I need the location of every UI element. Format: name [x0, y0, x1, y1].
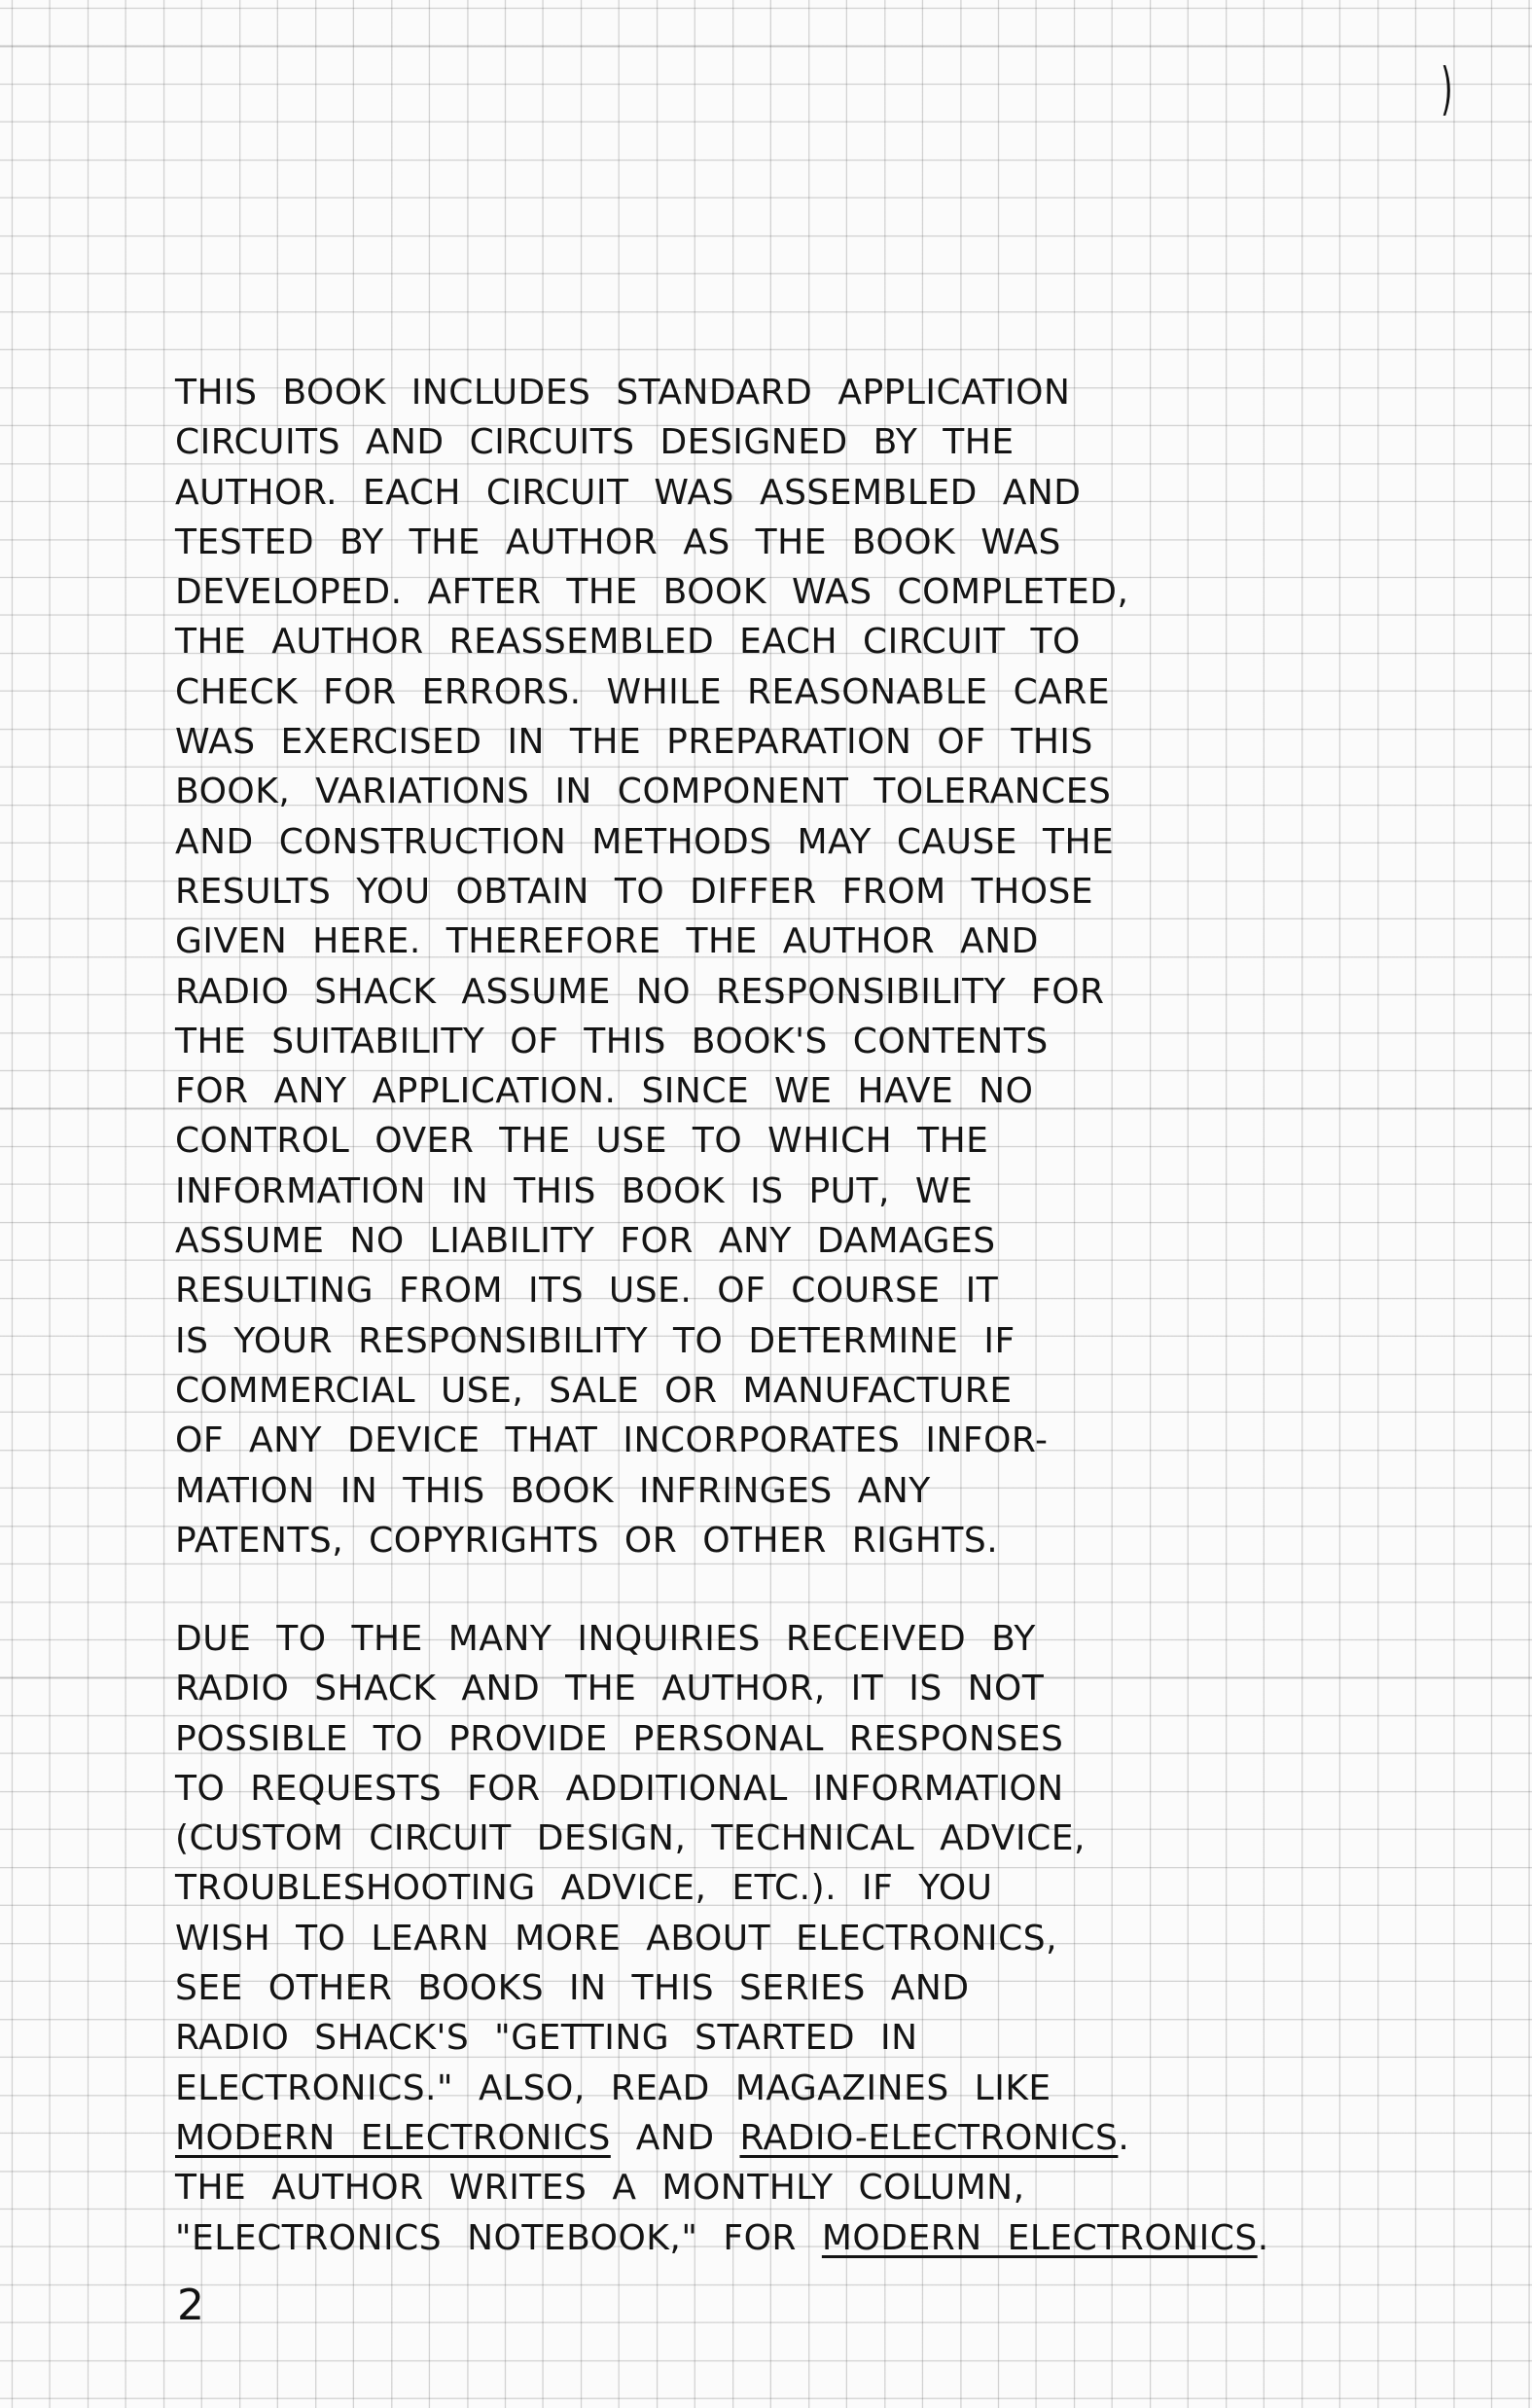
text-line: THE AUTHOR WRITES A MONTHLY COLUMN,: [175, 2168, 1025, 2209]
notebook-line: [175, 2213, 1401, 2263]
text-line: POSSIBLE TO PROVIDE PERSONAL RESPONSES: [175, 1718, 1064, 1759]
connector-text: FOR: [697, 2217, 822, 2258]
text-line: DUE TO THE MANY INQUIRIES RECEIVED BY: [175, 1619, 1036, 1659]
text-line: TESTED BY THE AUTHOR AS THE BOOK WAS: [175, 521, 1061, 562]
text-line: (CUSTOM CIRCUIT DESIGN, TECHNICAL ADVICE,: [175, 1818, 1086, 1859]
magazine-title-modern-electronics: MODERN ELECTRONICS: [175, 2117, 611, 2158]
text-line: GIVEN HERE. THEREFORE THE AUTHOR AND: [175, 921, 1039, 962]
text-line: BOOK, VARIATIONS IN COMPONENT TOLERANCES: [175, 772, 1112, 812]
column-name: "ELECTRONICS NOTEBOOK,": [175, 2217, 698, 2258]
line-end-punctuation: .: [1257, 2217, 1269, 2258]
text-line: RESULTS YOU OBTAIN TO DIFFER FROM THOSE: [175, 871, 1094, 912]
text-line: CHECK FOR ERRORS. WHILE REASONABLE CARE: [175, 671, 1111, 712]
text-line: FOR ANY APPLICATION. SINCE WE HAVE NO: [175, 1071, 1034, 1112]
line-end-punctuation: .: [1118, 2117, 1130, 2158]
text-line: AND CONSTRUCTION METHODS MAY CAUSE THE: [175, 821, 1115, 862]
magazines-line: [175, 2113, 1401, 2163]
text-line: RADIO SHACK ASSUME NO RESPONSIBILITY FOR: [175, 971, 1105, 1012]
text-line: CIRCUITS AND CIRCUITS DESIGNED BY THE: [175, 422, 1015, 463]
text-line: RADIO SHACK'S "GETTING STARTED IN: [175, 2018, 918, 2059]
disclaimer-paragraph: [175, 368, 1401, 1565]
page-number: 2: [177, 2281, 204, 2330]
text-line: RADIO SHACK AND THE AUTHOR, IT IS NOT: [175, 1669, 1045, 1709]
text-line: ASSUME NO LIABILITY FOR ANY DAMAGES: [175, 1221, 996, 1262]
text-line: TROUBLESHOOTING ADVICE, ETC.). IF YOU: [175, 1868, 993, 1909]
text-line: CONTROL OVER THE USE TO WHICH THE: [175, 1121, 989, 1162]
text-line: DEVELOPED. AFTER THE BOOK WAS COMPLETED,: [175, 572, 1129, 613]
inquiries-paragraph: [175, 1614, 1401, 2263]
magazine-title-modern-electronics: MODERN ELECTRONICS: [821, 2217, 1258, 2258]
text-line: IS YOUR RESPONSIBILITY TO DETERMINE IF: [175, 1320, 1015, 1361]
text-line: OF ANY DEVICE THAT INCORPORATES INFOR-: [175, 1420, 1049, 1461]
text-line: AUTHOR. EACH CIRCUIT WAS ASSEMBLED AND: [175, 472, 1082, 513]
text-line: THE AUTHOR REASSEMBLED EACH CIRCUIT TO: [175, 622, 1081, 663]
text-line: ELECTRONICS." ALSO, READ MAGAZINES LIKE: [175, 2067, 1051, 2108]
corner-mark: ): [1441, 55, 1453, 122]
text-line: MATION IN THIS BOOK INFRINGES ANY: [175, 1470, 931, 1511]
text-line: SEE OTHER BOOKS IN THIS SERIES AND: [175, 1968, 970, 2009]
connector-text: AND: [610, 2117, 740, 2158]
text-line: RESULTING FROM ITS USE. OF COURSE IT: [175, 1271, 999, 1312]
text-line: WISH TO LEARN MORE ABOUT ELECTRONICS,: [175, 1918, 1058, 1959]
text-line: COMMERCIAL USE, SALE OR MANUFACTURE: [175, 1370, 1013, 1411]
text-line: TO REQUESTS FOR ADDITIONAL INFORMATION: [175, 1768, 1064, 1809]
text-line: WAS EXERCISED IN THE PREPARATION OF THIS: [175, 722, 1093, 763]
magazine-title-radio-electronics: RADIO-ELECTRONICS: [739, 2117, 1119, 2158]
text-line: PATENTS, COPYRIGHTS OR OTHER RIGHTS.: [175, 1520, 999, 1561]
text-line: THIS BOOK INCLUDES STANDARD APPLICATION: [175, 373, 1071, 413]
text-line: THE SUITABILITY OF THIS BOOK'S CONTENTS: [175, 1021, 1049, 1061]
text-line: INFORMATION IN THIS BOOK IS PUT, WE: [175, 1170, 974, 1211]
